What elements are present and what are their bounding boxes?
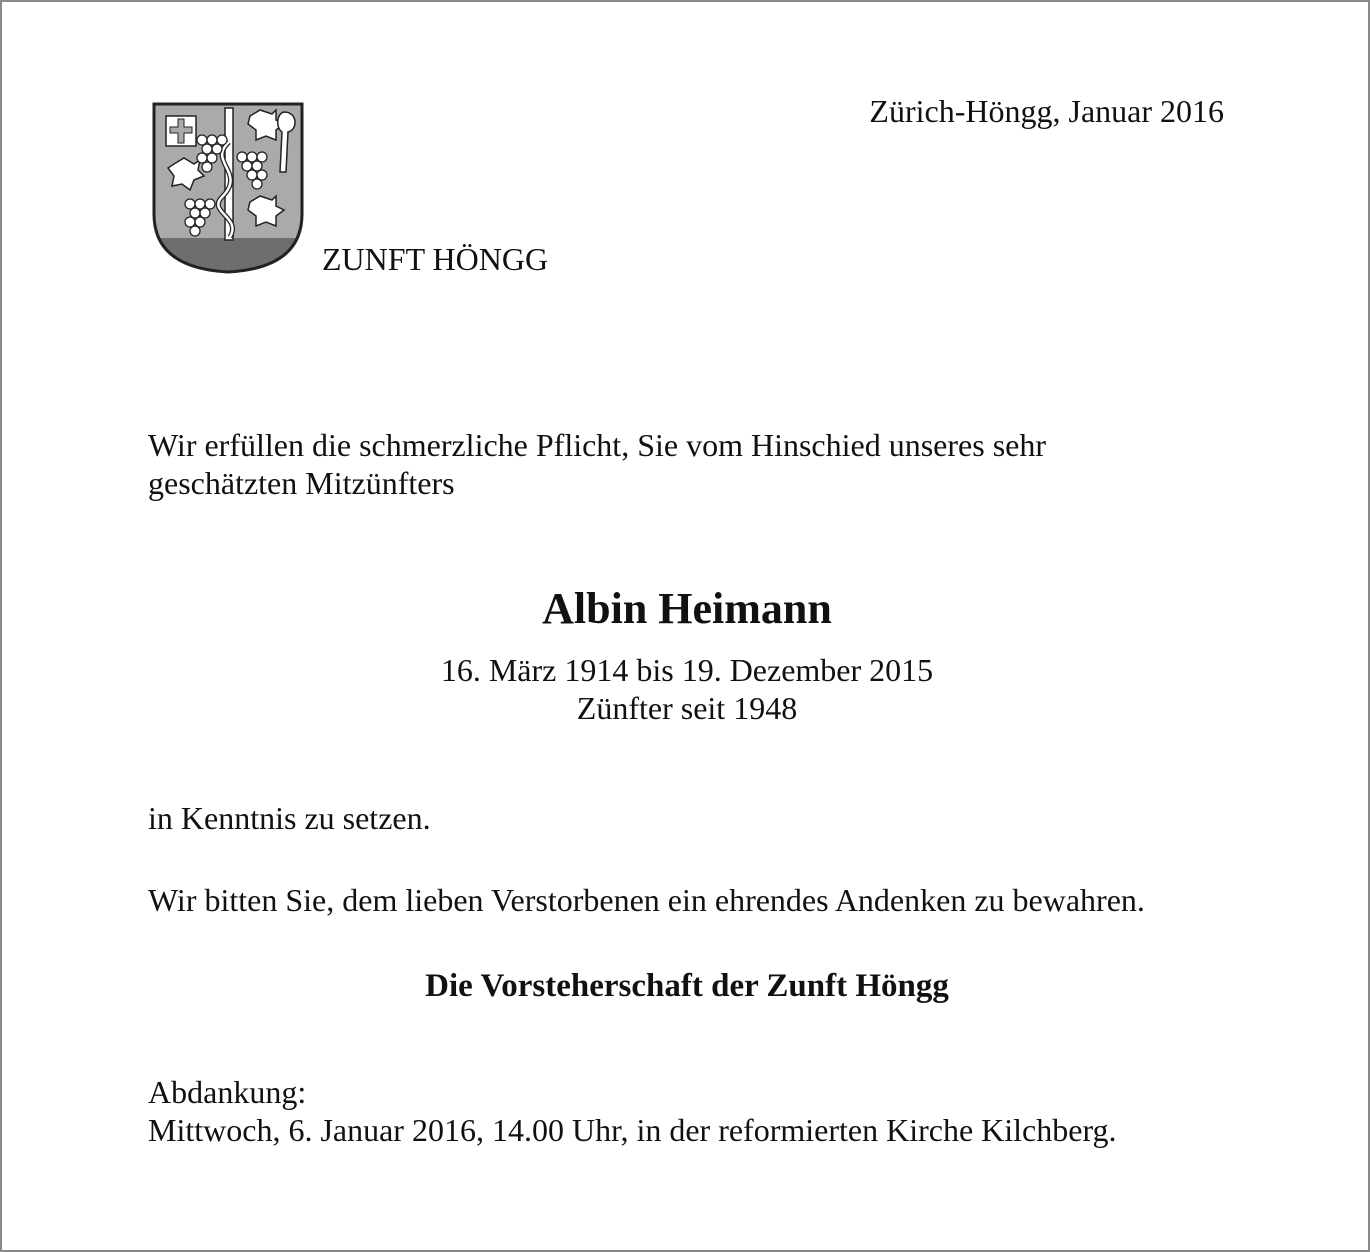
service-info: [148, 1073, 1117, 1149]
signoff: Die Vorsteherschaft der Zunft Höngg: [425, 968, 949, 1004]
place-date: Zürich-Höngg, Januar 2016: [869, 93, 1224, 129]
lifespan: 16. März 1914 bis 19. Dezember 2015: [440, 652, 934, 688]
intro-line-1: Wir erfüllen die schmerzliche Pflicht, Sie vom Hinschied unseres sehr: [148, 427, 1046, 463]
deceased-name: Albin Heimann: [542, 584, 832, 633]
request-text: Wir bitten Sie, dem lieben Verstorbenen ein ehrendes Andenken zu bewahren.: [148, 882, 1145, 918]
intro-line-2: geschätzten Mitzünfters: [148, 465, 455, 501]
member-since: Zünfter seit 1948: [576, 690, 798, 726]
service-label: Abdankung:: [148, 1074, 307, 1110]
service-details: Mittwoch, 6. Januar 2016, 14.00 Uhr, in der reformierten Kirche Kilchberg.: [148, 1112, 1117, 1148]
intro-text: [148, 426, 1046, 502]
coat-of-arms-icon: [152, 102, 304, 274]
notice-text: in Kenntnis zu setzen.: [148, 800, 431, 836]
organization-name: ZUNFT HÖNGG: [322, 241, 549, 277]
